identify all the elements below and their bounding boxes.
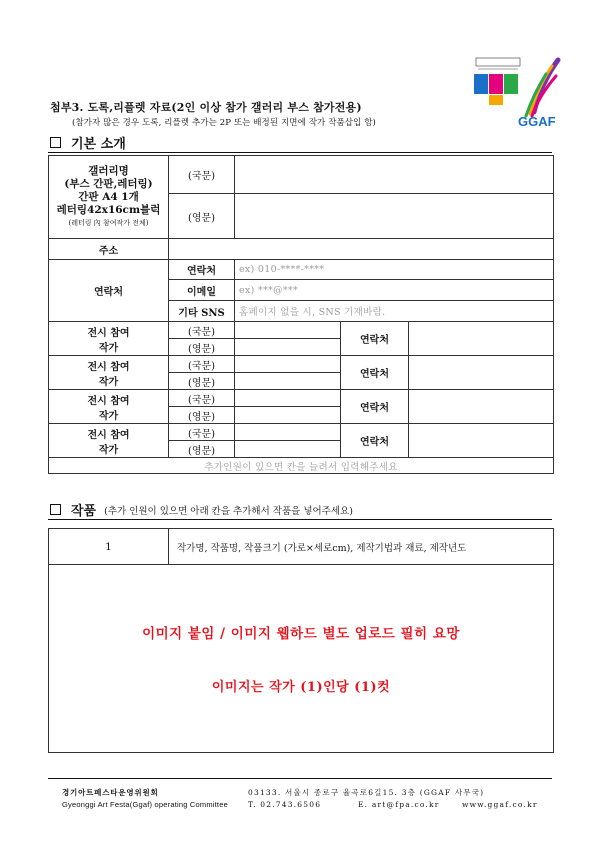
works-table (48, 528, 554, 753)
artist-label: 전시 참여 작가 (49, 424, 169, 458)
works-section-heading (50, 500, 353, 519)
address-field[interactable] (169, 239, 554, 260)
footer-email[interactable]: E. art@fpa.co.kr (358, 800, 440, 809)
artist-contact-field[interactable] (409, 322, 554, 356)
work-image-area[interactable] (49, 565, 554, 753)
footer-website[interactable]: www.ggaf.co.kr (462, 800, 538, 809)
attachment-note: (참가자 많은 경우 도록, 리플렛 추가는 2P 또는 배정된 지면에 작가 작품삽입 함) (72, 118, 376, 128)
footer-tel: T. 02.743.6506 (248, 800, 322, 809)
section-divider (48, 519, 552, 520)
works-subheading: (추가 인원이 있으면 아래 칸을 추가해서 작품을 넣어주세요) (104, 505, 353, 517)
artist-contact-field[interactable] (409, 390, 554, 424)
address-label: 주소 (49, 239, 169, 260)
gallery-name-english-field[interactable] (235, 194, 554, 239)
artist-contact-field[interactable] (409, 356, 554, 390)
korean-label: (국문) (169, 356, 235, 373)
footer-org-english: Gyeonggi Art Festa(Ggaf) operating Committee (62, 800, 228, 809)
footer-divider (48, 778, 552, 779)
email-field[interactable]: ex) ***@*** (235, 280, 554, 301)
artist-contact-label: 연락처 (341, 356, 409, 390)
korean-label: (국문) (169, 424, 235, 441)
ggaf-logo (472, 56, 562, 128)
korean-label: (국문) (169, 156, 235, 194)
basic-heading-text: 기본 소개 (71, 137, 126, 152)
english-label: (영문) (169, 441, 235, 458)
checkbox-square-icon (50, 504, 61, 515)
english-label: (영문) (169, 373, 235, 390)
sns-field[interactable]: 홈페이지 없을 시, SNS 기재바람. (235, 301, 554, 322)
image-upload-instruction: 이미지 붙임 / 이미지 웹하드 별도 업로드 필히 요망 (142, 626, 460, 642)
korean-label: (국문) (169, 390, 235, 407)
artist-name-english-field[interactable] (235, 441, 341, 458)
artist-contact-field[interactable] (409, 424, 554, 458)
attachment-title: 첨부3. 도록,리플렛 자료(2인 이상 참가 갤러리 부스 참가전용) (50, 101, 362, 114)
works-heading-text: 작품 (71, 504, 97, 519)
artist-name-korean-field[interactable] (235, 424, 341, 441)
phone-field[interactable]: ex) 010-****-**** (235, 260, 554, 280)
basic-info-table (48, 155, 554, 474)
artist-label: 전시 참여 작가 (49, 356, 169, 390)
sns-label: 기타 SNS (169, 301, 235, 322)
artist-contact-label: 연락처 (341, 424, 409, 458)
english-label: (영문) (169, 194, 235, 239)
email-label: 이메일 (169, 280, 235, 301)
gallery-name-label: 갤러리명 (부스 간판,레터링) 간판 A4 1개 레터링42x16cm블럭 (레터링 內 참여작가 전체) (49, 156, 169, 239)
footer-address: 03133. 서울시 종로구 율곡로6길15. 3층 (GGAF 사무국) (248, 788, 485, 797)
artist-name-english-field[interactable] (235, 407, 341, 424)
artist-label: 전시 참여 작가 (49, 390, 169, 424)
checkbox-square-icon (50, 137, 61, 148)
svg-text:GGAF: GGAF (518, 114, 556, 128)
basic-section-heading (50, 133, 126, 152)
image-count-instruction: 이미지는 작가 (1)인당 (1)컷 (211, 680, 391, 695)
contact-label: 연락처 (49, 260, 169, 322)
english-label: (영문) (169, 407, 235, 424)
artist-contact-label: 연락처 (341, 390, 409, 424)
section-divider (48, 152, 552, 153)
english-label: (영문) (169, 339, 235, 356)
add-rows-note: 추가인원이 있으면 칸을 늘려서 입력해주세요 (49, 458, 554, 474)
artist-contact-label: 연락처 (341, 322, 409, 356)
artist-name-korean-field[interactable] (235, 390, 341, 407)
gallery-name-korean-field[interactable] (235, 156, 554, 194)
artist-name-korean-field[interactable] (235, 356, 341, 373)
artist-name-english-field[interactable] (235, 339, 341, 356)
footer-org-korean: 경기아트페스타운영위원회 (62, 788, 159, 797)
artist-label: 전시 참여 작가 (49, 322, 169, 356)
work-description-label: 작가명, 작품명, 작품크기 (가로×세로cm), 제작기법과 재료, 제작년도 (169, 529, 554, 565)
artist-name-korean-field[interactable] (235, 322, 341, 339)
korean-label: (국문) (169, 322, 235, 339)
phone-label: 연락처 (169, 260, 235, 280)
work-number: 1 (49, 529, 169, 565)
artist-name-english-field[interactable] (235, 373, 341, 390)
